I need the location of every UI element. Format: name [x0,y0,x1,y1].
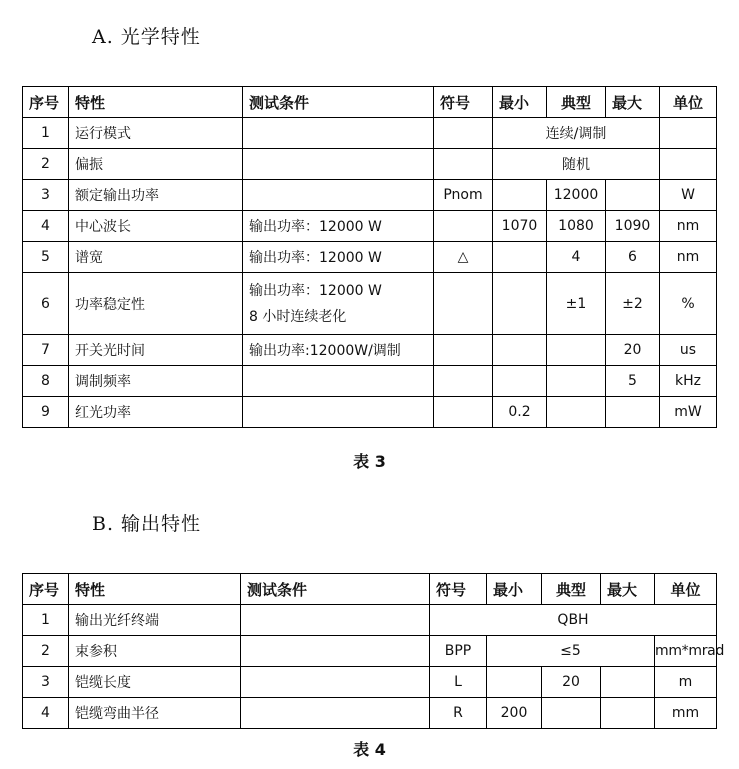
row-cond [243,149,434,180]
row-no: 4 [23,211,69,242]
row-max: 20 [606,335,660,366]
row-no: 1 [23,118,69,149]
row-typ [547,397,606,428]
row-min: 0.2 [493,397,547,428]
row-cond: 输出功率:12000W/调制 [243,335,434,366]
row-max [601,698,655,729]
row-min [493,180,547,211]
row-sym: Pnom [434,180,493,211]
table-row [23,397,717,428]
header-unit: 单位 [655,574,717,605]
row-max [606,397,660,428]
row-sym [434,149,493,180]
row-sym [434,366,493,397]
row-typ [542,698,601,729]
table-row [23,366,717,397]
table-row [23,605,717,636]
row-max [601,667,655,698]
row-max: 6 [606,242,660,273]
row-name: 中心波长 [69,211,243,242]
header-no: 序号 [23,574,69,605]
row-cond [243,180,434,211]
row-unit: mm*mrad [655,636,717,667]
header-min: 最小 [487,574,542,605]
row-name: 偏振 [69,149,243,180]
table-header-row [23,574,717,605]
row-unit: W [660,180,717,211]
row-min [487,667,542,698]
row-min [493,335,547,366]
table-row [23,211,717,242]
optical-characteristics-table [22,86,717,428]
row-cond [241,636,430,667]
row-typ [547,335,606,366]
row-no: 8 [23,366,69,397]
row-cond [243,118,434,149]
header-cond: 测试条件 [243,87,434,118]
row-sym: BPP [430,636,487,667]
row-typ: 1080 [547,211,606,242]
header-typ: 典型 [542,574,601,605]
header-cond: 测试条件 [241,574,430,605]
row-cond [241,698,430,729]
row-name: 功率稳定性 [69,273,243,335]
row-max: ±2 [606,273,660,335]
header-max: 最大 [606,87,660,118]
row-min [493,242,547,273]
row-typ: 4 [547,242,606,273]
table-header-row [23,87,717,118]
row-cond [243,273,434,335]
row-cond-line1: 输出功率：12000 W [249,282,382,299]
row-min: 200 [487,698,542,729]
row-unit: mm [655,698,717,729]
row-unit: m [655,667,717,698]
table-3-caption: 表 3 [353,452,386,471]
table-row [23,149,717,180]
row-max: 5 [606,366,660,397]
row-cond: 输出功率：12000 W [243,242,434,273]
row-sym [434,273,493,335]
row-sym [434,335,493,366]
row-name: 额定输出功率 [69,180,243,211]
row-max: 1090 [606,211,660,242]
row-no: 5 [23,242,69,273]
header-typ: 典型 [547,87,606,118]
row-name: 红光功率 [69,397,243,428]
row-name: 铠缆长度 [69,667,241,698]
row-unit: % [660,273,717,335]
row-name: 运行模式 [69,118,243,149]
row-no: 2 [23,149,69,180]
row-typ: ±1 [547,273,606,335]
row-cond [241,605,430,636]
row-name: 输出光纤终端 [69,605,241,636]
row-cond: 输出功率：12000 W [243,211,434,242]
row-unit: mW [660,397,717,428]
row-unit [660,118,717,149]
table-row [23,667,717,698]
row-unit [660,149,717,180]
row-min [493,273,547,335]
header-max: 最大 [601,574,655,605]
row-sym [434,118,493,149]
row-min [493,366,547,397]
table-row [23,698,717,729]
row-no: 7 [23,335,69,366]
row-no: 3 [23,667,69,698]
table-4-caption: 表 4 [353,740,386,759]
row-typ [547,366,606,397]
table-row [23,180,717,211]
row-sym: L [430,667,487,698]
row-unit: nm [660,211,717,242]
row-no: 9 [23,397,69,428]
row-no: 1 [23,605,69,636]
row-name: 铠缆弯曲半径 [69,698,241,729]
row-name: 开关光时间 [69,335,243,366]
row-unit: us [660,335,717,366]
header-no: 序号 [23,87,69,118]
row-no: 3 [23,180,69,211]
row-cond [241,667,430,698]
row-name: 谱宽 [69,242,243,273]
row-sym [434,397,493,428]
row-typ-merged: ≤5 [487,636,655,667]
header-min: 最小 [493,87,547,118]
row-typ: 12000 [547,180,606,211]
table-row [23,273,717,335]
table-row [23,636,717,667]
header-sym: 符号 [430,574,487,605]
output-characteristics-table [22,573,725,729]
row-typ-merged: 随机 [493,149,660,180]
row-typ-merged: 连续/调制 [493,118,660,149]
row-cond [243,397,434,428]
row-unit: kHz [660,366,717,397]
row-cond-line2: 8 小时连续老化 [249,308,347,325]
row-max [606,180,660,211]
row-cond [243,366,434,397]
header-sym: 符号 [434,87,493,118]
row-no: 4 [23,698,69,729]
row-typ-merged: QBH [430,605,717,636]
row-typ: 20 [542,667,601,698]
row-name: 束参积 [69,636,241,667]
row-unit: nm [660,242,717,273]
header-name: 特性 [69,574,241,605]
row-no: 6 [23,273,69,335]
row-sym: △ [434,242,493,273]
row-sym [434,211,493,242]
section-a-title: A. 光学特性 [92,26,201,48]
section-b-title: B. 输出特性 [92,513,202,535]
row-sym: R [430,698,487,729]
row-name: 调制频率 [69,366,243,397]
header-unit: 单位 [660,87,717,118]
table-row [23,118,717,149]
table-row [23,335,717,366]
row-no: 2 [23,636,69,667]
row-min: 1070 [493,211,547,242]
header-name: 特性 [69,87,243,118]
table-row [23,242,717,273]
